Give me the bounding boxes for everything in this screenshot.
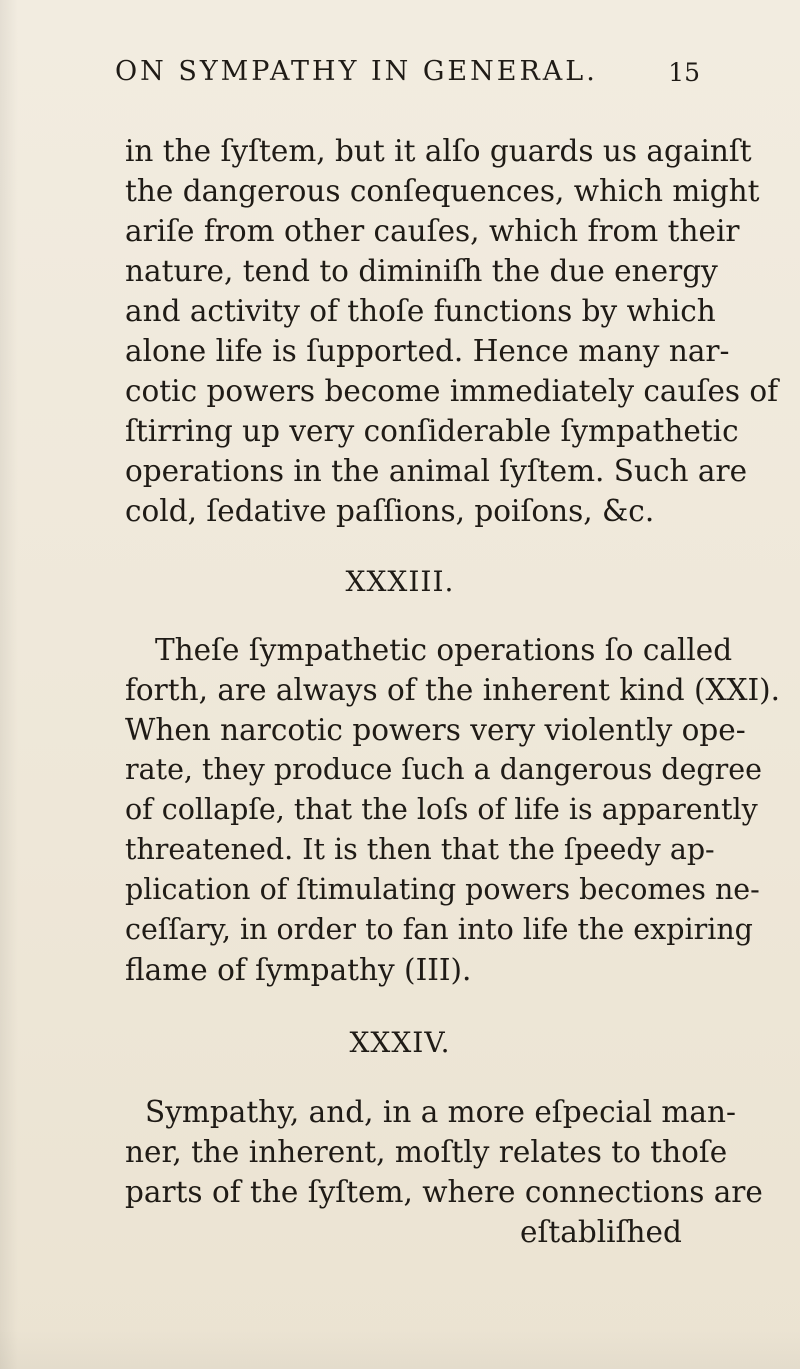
- running-head: ON SYMPATHY IN GENERAL.: [115, 56, 598, 87]
- text-line: nature, tend to diminiſh the due energy: [125, 254, 718, 288]
- text-line: cotic powers become immediately cauſes of: [125, 374, 779, 408]
- paragraph-first-line: Theſe ſympathetic operations ſo called: [155, 633, 733, 667]
- text-line: the dangerous conſequences, which might: [125, 174, 760, 208]
- paragraph-first-line: Sympathy, and, in a more eſpecial man-: [145, 1095, 736, 1129]
- text-line: cold, ſedative paſſions, poiſons, &c.: [125, 494, 655, 528]
- text-line: operations in the animal ſyſtem. Such are: [125, 454, 748, 488]
- text-line: forth, are always of the inherent kind (XXI).: [125, 673, 781, 707]
- text-line: ſtirring up very conſiderable ſympathetic: [125, 414, 739, 448]
- text-line: and activity of thoſe functions by which: [125, 294, 716, 328]
- page-header: [115, 56, 700, 96]
- page-number: 15: [668, 58, 700, 87]
- text-line: parts of the ſyſtem, where connections are: [125, 1175, 763, 1209]
- text-line: rate, they produce ſuch a dangerous degree: [125, 753, 762, 786]
- text-line: ariſe from other cauſes, which from their: [125, 214, 740, 248]
- text-line: ceſſary, in order to fan into life the expiring: [125, 913, 753, 946]
- text-line: of collapſe, that the loſs of life is apparently: [125, 793, 758, 826]
- catchword: eſtabliſhed: [520, 1215, 682, 1249]
- page-bottom-margin: [0, 1329, 800, 1369]
- text-line: in the ſyſtem, but it alſo guards us againſt: [125, 134, 752, 168]
- text-line: When narcotic powers very violently ope-: [125, 713, 746, 747]
- text-line: threatened. It is then that the ſpeedy ap-: [125, 833, 715, 866]
- section-heading: XXXIV.: [349, 1026, 451, 1059]
- text-line: flame of ſympathy (III).: [125, 953, 472, 987]
- section-heading: XXXIII.: [345, 565, 455, 598]
- text-line: alone life is ſupported. Hence many nar-: [125, 334, 730, 368]
- text-line: plication of ſtimulating powers becomes ne-: [125, 873, 760, 906]
- text-line: ner, the inherent, moſtly relates to thoſe: [125, 1135, 728, 1169]
